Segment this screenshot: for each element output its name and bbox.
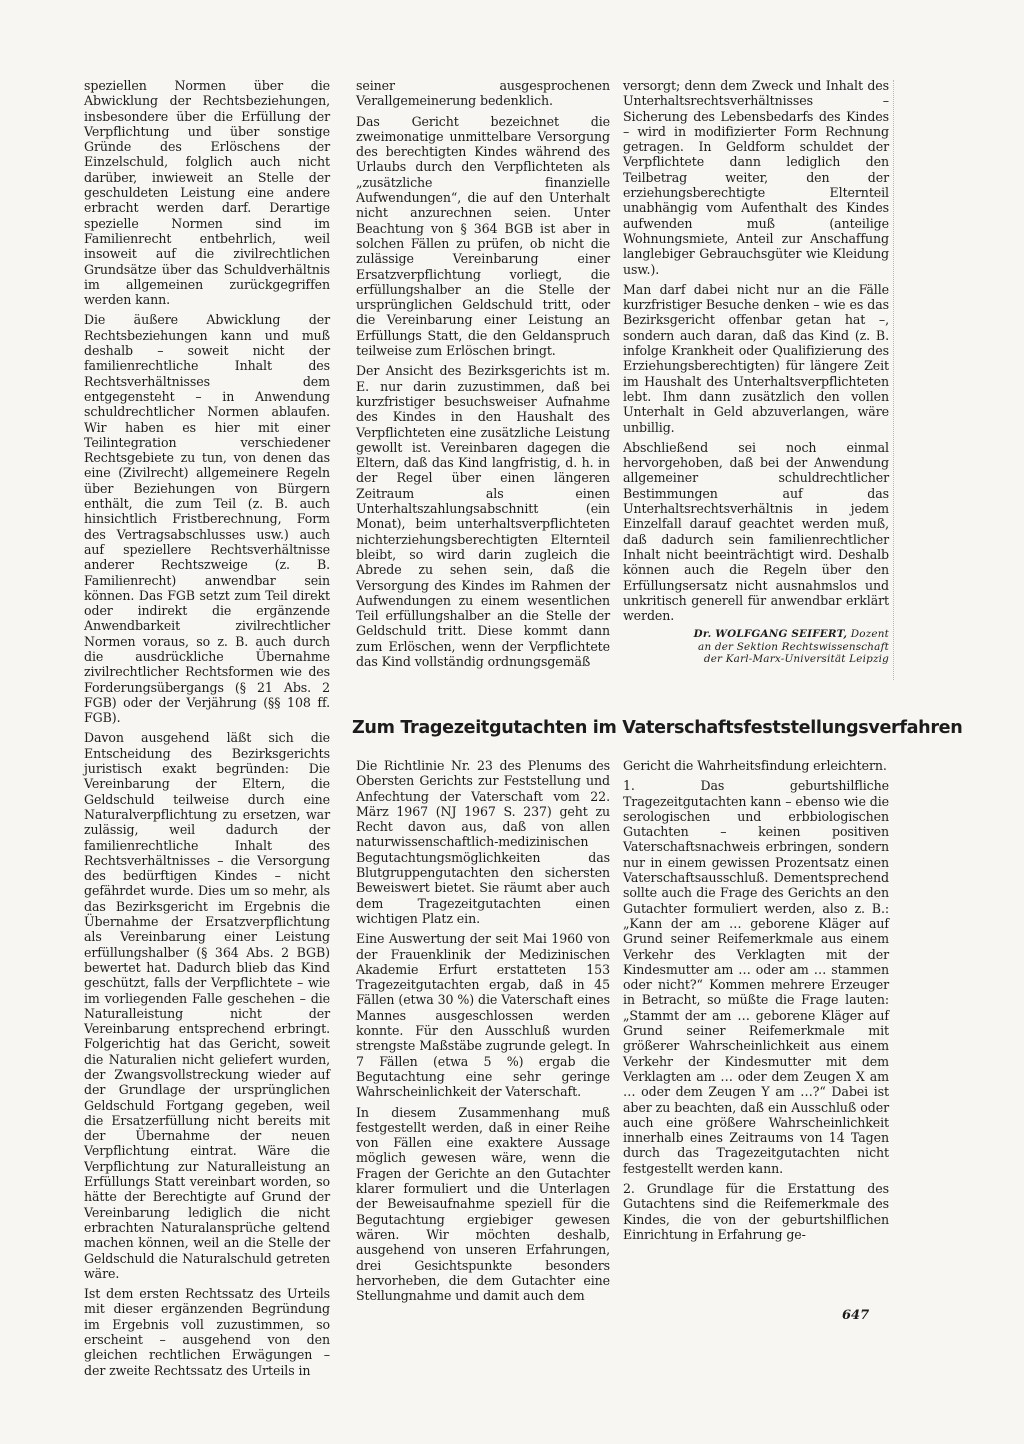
paragraph: Davon ausgehend läßt sich die Entscheidung des Bezirksgerichts juristisch exakt begründen: Die Vereinbarung der Eltern, die Geldschuld teilweise durch eine Naturalverpflichtung zu ersetzen, war zulässig, weil dadurch der familienrechtliche Inhalt des Rechtsverhältnisses – die Versorgung des bedürftigen Kindes – nicht gefährdet wurde. Dies um so mehr, als das Bezirksgericht im Ergebnis die Übernahme der Ersatzverpflichtung als Vereinbarung einer Leistung erfüllungshalber (§ 364 Abs. 2 BGB) bewertet hat. Dadurch blieb das Kind geschützt, falls der Verpflichtete – wie im vorliegenden Falle geschehen – die Naturalleistung nicht der Vereinbarung entsprechend erbringt. Folgerichtig hat das Gericht, soweit die Naturalien nicht geliefert wurden, der Zwangsvollstreckung wieder auf der Grundlage der ursprünglichen Geldschuld Fortgang gegeben, weil die Ersatzerfüllung nicht bereits mit der Übernahme der neuen Verpflichtung eintrat. Wäre die Verpflichtung zur Naturalleistung an Erfüllungs Statt vereinbart worden, so hätte der Berechtigte auf Grund der Vereinbarung lediglich die nicht erbrachten Naturalansprüche geltend machen können, weil an die Stelle der Geldschuld die Naturalschuld getreten wäre. (84, 730, 330, 1281)
column-3 (623, 78, 889, 666)
paragraph: Das Gericht bezeichnet die zweimonatige unmittelbare Versorgung des berechtigten Kindes während des Urlaubs durch den Verpflichteten als „zusätzliche finanzielle Aufwendungen“, die auf den Unterhalt nicht anzurechnen seien. Unter Beachtung von § 364 BGB ist aber in solchen Fällen zu prüfen, ob nicht die zulässige Vereinbarung einer Ersatzverpflichtung vorliegt, die erfüllungshalber an die Stelle der ursprünglichen Geldschuld tritt, oder die Vereinbarung einer Leistung an Erfüllungs Statt, die den Geldanspruch teilweise zum Erlöschen bringt. (356, 113, 610, 359)
paragraph: In diesem Zusammenhang muß festgestellt werden, daß in einer Reihe von Fällen eine exaktere Aussage möglich gewesen wäre, wenn die Fragen der Gerichte an den Gutachter klarer formuliert und die Unterlagen der Beweisaufnahme speziell für die Begutachtung ergiebiger gewesen wären. Wir möchten deshalb, ausgehend von unseren Erfahrungen, drei Gesichtspunkte besonders hervorheben, die dem Gutachter eine Stellungnahme und damit auch dem (356, 1104, 610, 1304)
column-divider (893, 80, 894, 680)
paragraph: versorgt; denn dem Zweck und Inhalt des Unterhaltsrechtsverhältnisses – Sicherung des Lebensbedarfs des Kindes – wird in modifizierter Form Rechnung getragen. In Geldform schuldet der Verpflichtete dann lediglich den Teilbetrag weiter, den der erziehungsberechtigte Elternteil unabhängig vom Aufenthalt des Kindes aufwenden muß (anteilige Wohnungsmiete, Anteil zur Anschaffung langlebiger Gebrauchsgüter wie Kleidung usw.). (623, 78, 889, 277)
paragraph: Gericht die Wahrheitsfindung erleichtern. (623, 758, 887, 773)
section-heading: Zum Tragezeitgutachten im Vaterschaftsfeststellungsverfahren (352, 718, 963, 738)
column-5 (623, 758, 889, 1247)
paragraph: Man darf dabei nicht nur an die Fälle kurzfristiger Besuche denken – wie es das Bezirksgericht offenbar getan hat –, sondern auch daran, daß das Kind (z. B. infolge Krankheit oder Qualifizierung des Erziehungsberechtigten) für längere Zeit im Haushalt des Unterhaltsverpflichteten lebt. Ihm dann zusätzlich den vollen Unterhalt in Geld abzuverlangen, wäre unbillig. (623, 281, 889, 435)
page-number: 647 (842, 1308, 870, 1323)
column-4 (356, 758, 610, 1308)
paragraph: seiner ausgesprochenen Verallgemeinerung bedenklich. (356, 78, 610, 109)
author-signature (623, 628, 889, 665)
column-2 (356, 78, 610, 674)
signature-line-1 (623, 628, 889, 640)
author-name: Dr. WOLFGANG SEIFERT, (693, 628, 848, 641)
paragraph: Der Ansicht des Bezirksgerichts ist m. E. nur darin zuzustimmen, daß bei kurzfristiger besuchsweiser Aufnahme des Kindes in den Haushalt des Verpflichteten eine zusätzliche Leistung gewollt ist. Vereinbaren dagegen die Eltern, daß das Kind langfristig, d. h. in der Regel über einen längeren Zeitraum als einen Unterhaltszahlungsabschnitt (ein Monat), beim unterhaltsverpflichteten nichterziehungsberechtigten Elternteil bleibt, so wird darin zugleich die Abrede zu sehen sein, daß die Versorgung des Kindes im Rahmen der Aufwendungen zu einem wesentlichen Teil erfüllungshalber an die Stelle der Geldschuld tritt. Diese kommt dann zum Erlöschen, wenn der Verpflichtete das Kind vollständig ordnungsgemäß (356, 363, 610, 669)
author-title: Dozent (850, 628, 889, 641)
signature-line-3: der Karl-Marx-Universität Leipzig (703, 653, 889, 666)
signature-line-2: an der Sektion Rechtswissenschaft (698, 640, 889, 653)
paragraph: Abschließend sei noch einmal hervorgehoben, daß bei der Anwendung allgemeiner schuldrechtlicher Bestimmungen auf das Unterhaltsrechtsverhältnis in jedem Einzelfall darauf geachtet werden muß, daß dadurch sein familienrechtlicher Inhalt nicht beeinträchtigt wird. Deshalb können auch die Regeln über den Erfüllungsersatz nicht ausnahmslos und unkritisch generell für anwendbar erklärt werden. (623, 439, 889, 624)
paragraph: Eine Auswertung der seit Mai 1960 von der Frauenklinik der Medizinischen Akademie Erfurt erstatteten 153 Tragezeitgutachten ergab, daß in 45 Fällen (etwa 30 %) die Vaterschaft eines Mannes ausgeschlossen werden konnte. Für den Ausschluß wurden strengste Maßstäbe zugrunde gelegt. In 7 Fällen (etwa 5 %) ergab die Begutachtung eine sehr geringe Wahrscheinlichkeit der Vaterschaft. (356, 931, 610, 1100)
paragraph: 2. Grundlage für die Erstattung des Gutachtens sind die Reifemerkmale des Kindes, die von der geburtshilflichen Einrichtung in Erfahrung ge- (623, 1181, 889, 1242)
paragraph: 1. Das geburtshilfliche Tragezeitgutachten kann – ebenso wie die serologischen und erbbiologischen Gutachten – keinen positiven Vaterschaftsnachweis erbringen, sondern nur in einem gewissen Prozentsatz einen Vaterschaftsausschluß. Dementsprechend sollte auch die Frage des Gerichts an den Gutachter formuliert werden, also z. B.: „Kann der am … geborene Kläger auf Grund seiner Reifemerkmale aus einem Verkehr des Verklagten mit der Kindesmutter am … oder am … stammen oder nicht?“ Kommen mehrere Erzeuger in Betracht, so müßte die Frage lauten: „Stammt der am … geborene Kläger auf Grund seiner Reifemerkmale mit größerer Wahrscheinlichkeit aus einem Verkehr der Kindesmutter mit dem Verklagten am … oder dem Zeugen X am … oder dem Zeugen Y am …?“ Dabei ist aber zu beachten, daß ein Ausschluß oder auch eine größere Wahrscheinlichkeit innerhalb eines Zeitraums von 14 Tagen durch das Tragezeitgutachten nicht festgestellt werden kann. (623, 778, 889, 1176)
paragraph: speziellen Normen über die Abwicklung der Rechtsbeziehungen, insbesondere über die Erfüllung der Verpflichtung und über sonstige Gründe des Erlöschens der Einzelschuld, folglich auch nicht darüber, inwieweit an Stelle der geschuldeten Leistung eine andere erbracht werden darf. Derartige spezielle Normen sind im Familienrecht entbehrlich, weil insoweit auf die zivilrechtlichen Grundsätze über das Schuldverhältnis im allgemeinen zurückgegriffen werden kann. (84, 78, 330, 308)
paragraph: Die Richtlinie Nr. 23 des Plenums des Obersten Gerichts zur Feststellung und Anfechtung der Vaterschaft vom 22. März 1967 (NJ 1967 S. 237) geht zu Recht davon aus, daß von allen naturwissenschaftlich-medizinischen Begutachtungsmöglichkeiten das Blutgruppengutachten den sichersten Beweiswert bietet. Sie räumt aber auch dem Tragezeitgutachten einen wichtigen Platz ein. (356, 758, 610, 926)
column-1 (84, 78, 330, 1383)
paragraph: Ist dem ersten Rechtssatz des Urteils mit dieser ergänzenden Begründung im Ergebnis voll zuzustimmen, so erscheint – ausgehend von den gleichen rechtlichen Erwägungen – der zweite Rechtssatz des Urteils in (84, 1286, 330, 1378)
paragraph: Die äußere Abwicklung der Rechtsbeziehungen kann und muß deshalb – soweit nicht der familienrechtliche Inhalt des Rechtsverhältnisses dem entgegensteht – in Anwendung schuldrechtlicher Normen ablaufen. Wir haben es hier mit einer Teilintegration verschiedener Rechtsgebiete zu tun, von denen das eine (Zivilrecht) allgemeinere Regeln über Beziehungen von Bürgern enthält, die zum Teil (z. B. auch hinsichtlich Fristberechnung, Form des Vertragsabschlusses usw.) auch auf speziellere Rechtsverhältnisse anderer Rechtszweige (z. B. Familienrecht) anwendbar sein können. Das FGB setzt zum Teil direkt oder indirekt die ergänzende Anwendbarkeit zivilrechtlicher Normen voraus, so z. B. auch durch die ausdrückliche Übernahme zivilrechtlicher Rechtsformen wie des Forderungsübergangs (§ 21 Abs. 2 FGB) oder der Verjährung (§§ 108 ff. FGB). (84, 312, 330, 726)
